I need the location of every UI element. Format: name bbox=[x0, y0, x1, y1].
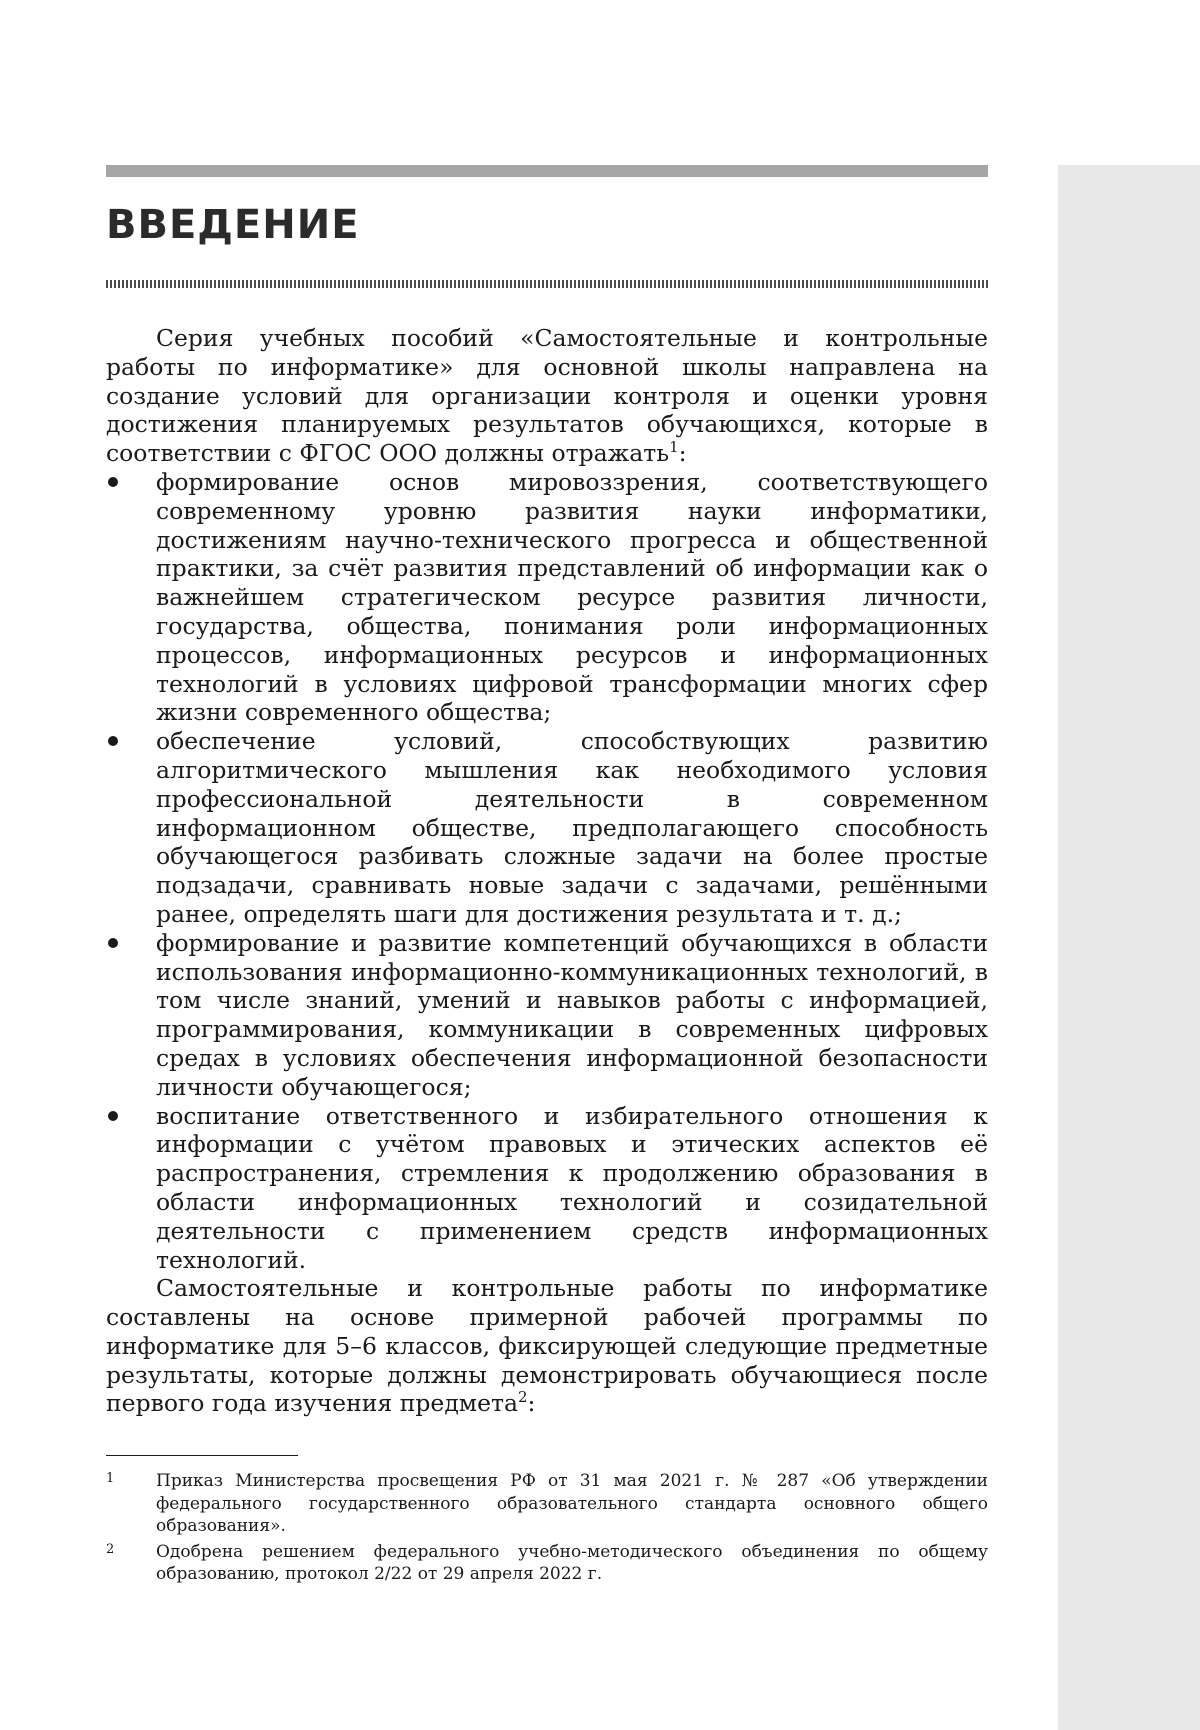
bullet-icon bbox=[108, 477, 118, 487]
bullet-list bbox=[106, 468, 988, 1274]
list-item: воспитание ответственного и избирательного отношения к информации с учётом правовых и этических аспектов её распространения, стремления к продолжению образования в области информационных технологий и созидательной деятельности с применением средств информационных технологий. bbox=[106, 1102, 988, 1275]
footnote-number: 1 bbox=[106, 1471, 115, 1486]
footnote-text: Одобрена решением федерального учебно-методического объединения по общему образованию, протокол 2/22 от 29 апреля 2022 г. bbox=[156, 1541, 988, 1584]
chapter-title: ВВЕДЕНИЕ bbox=[106, 202, 360, 248]
list-item: формирование и развитие компетенций обучающихся в области использования информационно-коммуникационных технологий, в том числе знаний, умений и навыков работы с информацией, программирования, коммуникации в современных цифровых средах в условиях обеспечения информационной безопасности личности обучающегося; bbox=[106, 929, 988, 1102]
bullet-icon bbox=[108, 938, 118, 948]
body-text bbox=[106, 324, 988, 1418]
footnote-1 bbox=[106, 1470, 988, 1538]
footnote-ref-2[interactable]: 2 bbox=[517, 1388, 528, 1407]
list-item: формирование основ мировоззрения, соответствующего современному уровню развития науки информатики, достижениям научно-технического прогресса и общественной практики, за счёт развития представлений об информации как о важнейшем стратегическом ресурсе развития личности, государства, общества, понимания роли информационных процессов, информационных ресурсов и информационных технологий в условиях цифровой трансформации многих сфер жизни современного общества; bbox=[106, 468, 988, 727]
intro-text: Серия учебных пособий «Самостоятельные и контрольные работы по информатике» для основной школы направлена на создание условий для организации контроля и оценки уровня достижения планируемых результатов обучающихся, которые в соответствии с ФГОС ООО должны отражать bbox=[106, 324, 988, 468]
footnote-divider bbox=[106, 1455, 298, 1456]
bullet-icon bbox=[108, 1111, 118, 1121]
header-bar bbox=[106, 165, 988, 177]
closing-paragraph: Самостоятельные и контрольные работы по информатике составлены на основе примерной рабочей программы по информатике для 5–6 классов, фиксирующей следующие предметные результаты, которые должны демонстрировать обучающиеся после первого года изучения предмета$^2$: bbox=[106, 1274, 988, 1418]
side-margin-strip bbox=[1058, 165, 1200, 1730]
bullet-icon bbox=[108, 736, 118, 746]
title-hatch-divider bbox=[106, 280, 988, 288]
closing-text: Самостоятельные и контрольные работы по информатике составлены на основе примерной рабочей программы по информатике для 5–6 классов, фиксирующей следующие предметные результаты, которые должны демонстрировать обучающиеся после первого года изучения предмета bbox=[106, 1274, 988, 1418]
footnote-ref-1[interactable]: 1 bbox=[669, 438, 679, 457]
footnote-number: 2 bbox=[106, 1541, 115, 1557]
intro-paragraph: Серия учебных пособий «Самостоятельные и контрольные работы по информатике» для основной школы направлена на создание условий для организации контроля и оценки уровня достижения планируемых результатов обучающихся, которые в соответствии с ФГОС ООО должны отражать$^1$: bbox=[106, 324, 988, 468]
footnote-text: Приказ Министерства просвещения РФ от 31 мая 2021 г. № 287 «Об утверждении федерального государственного образовательного стандарта основного общего образования». bbox=[156, 1471, 988, 1536]
footnotes bbox=[106, 1470, 988, 1589]
footnote-2 bbox=[106, 1541, 988, 1586]
list-item: обеспечение условий, способствующих развитию алгоритмического мышления как необходимого условия профессиональной деятельности в современном информационном обществе, предполагающего способность обучающегося разбивать сложные задачи на более простые подзадачи, сравнивать новые задачи с задачами, решёнными ранее, определять шаги для достижения результата и т. д.; bbox=[106, 727, 988, 929]
